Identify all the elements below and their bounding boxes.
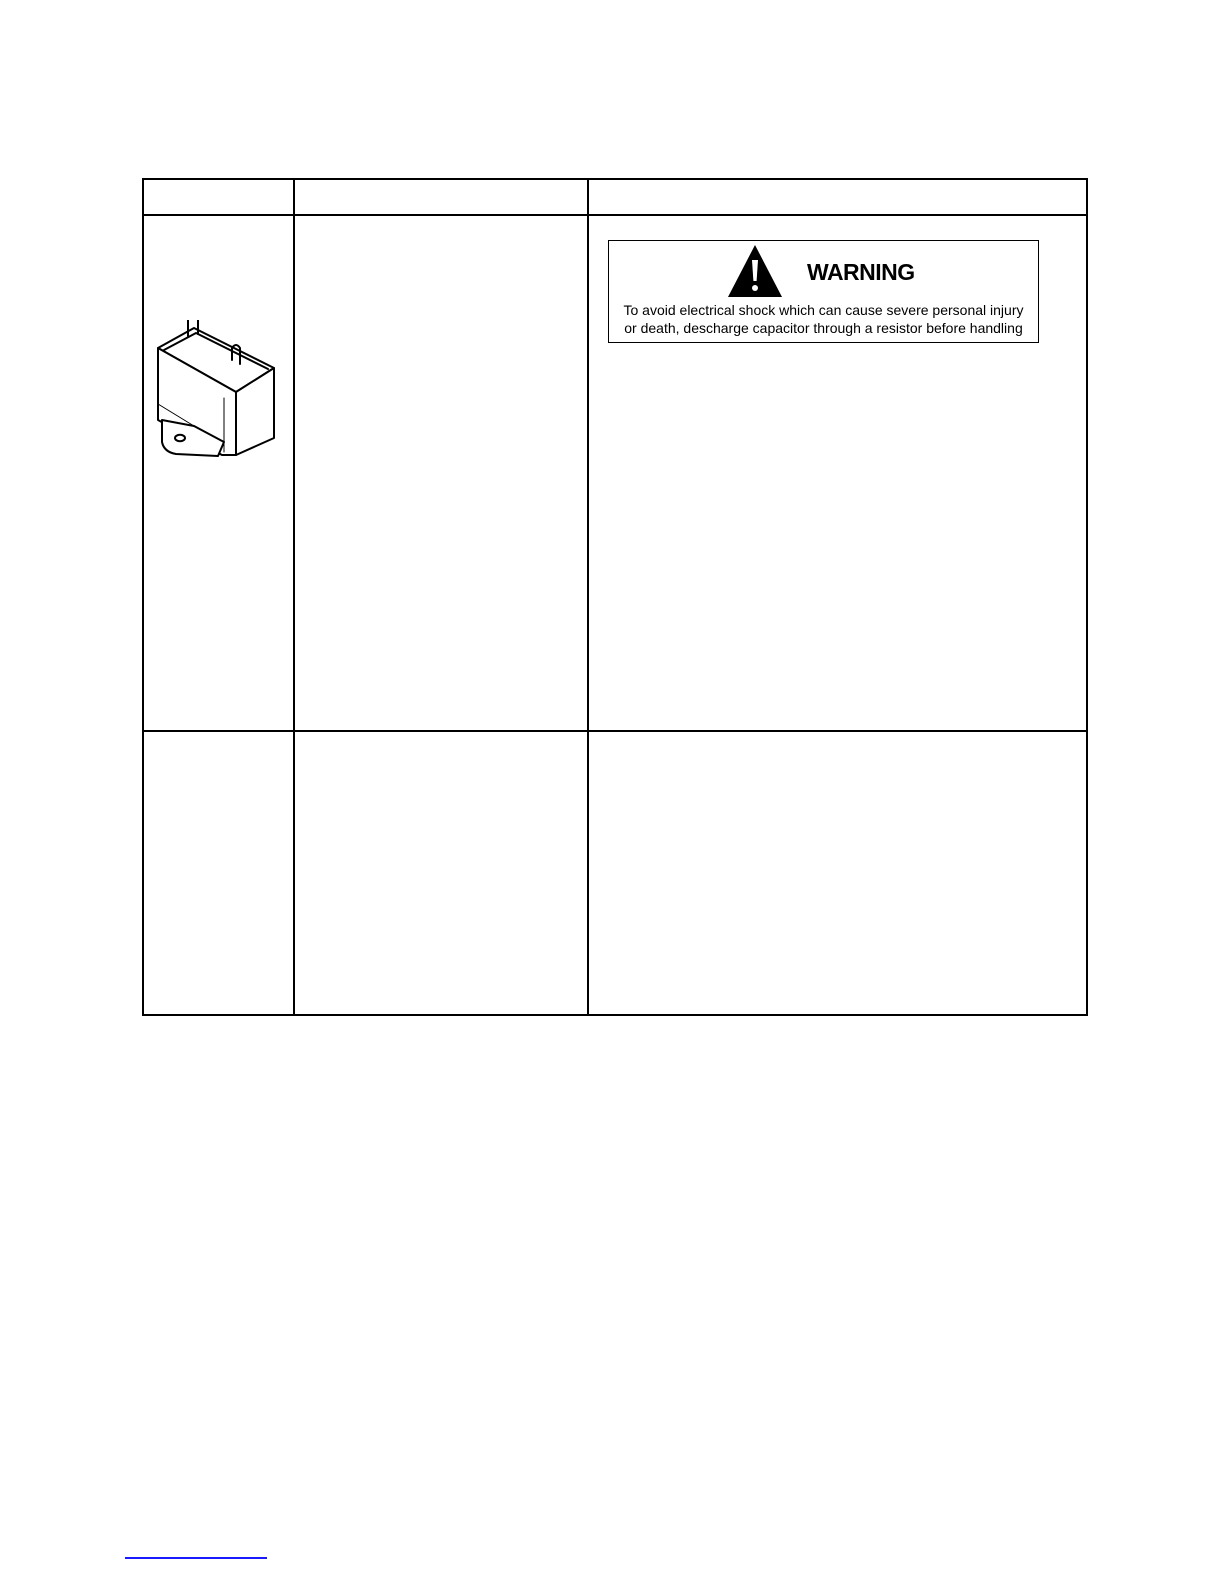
warning-line-2: or death, descharge capacitor through a resistor before handling [624, 320, 1023, 336]
exclamation-triangle-icon [727, 244, 783, 298]
warning-line-1: To avoid electrical shock which can cause severe personal injury [623, 302, 1024, 318]
column-divider-2 [587, 180, 589, 1014]
column-divider-1 [293, 180, 295, 1014]
row-divider [144, 730, 1086, 732]
component-table [142, 178, 1088, 1016]
footnote-separator [125, 1557, 267, 1559]
header-row-divider [144, 214, 1086, 216]
warning-message [609, 301, 1038, 337]
warning-label [608, 240, 1039, 343]
capacitor-illustration [154, 320, 280, 460]
warning-title: WARNING [807, 259, 915, 285]
